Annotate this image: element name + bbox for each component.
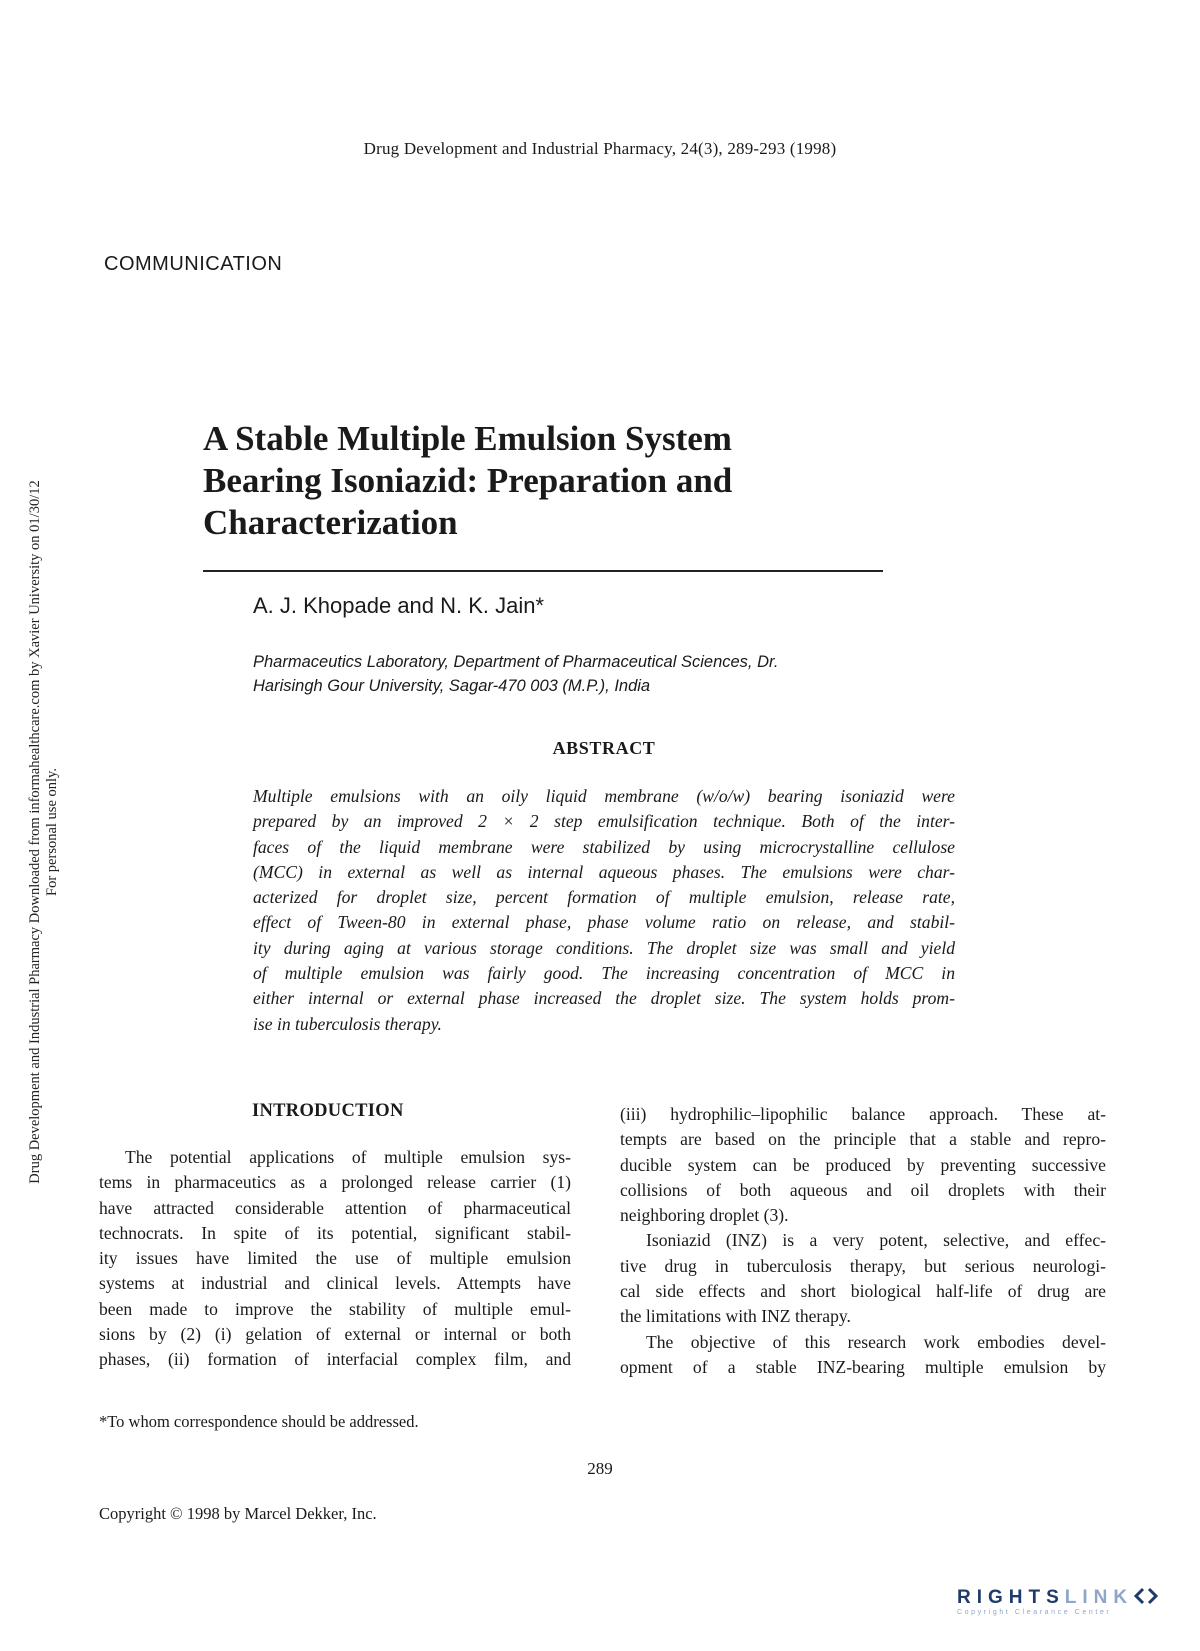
introduction-heading: INTRODUCTION [252, 1101, 404, 1121]
correspondence-footnote: *To whom correspondence should be addressed. [99, 1412, 419, 1431]
body-line: the limitations with INZ therapy. [620, 1306, 851, 1327]
author-affiliation [253, 650, 893, 698]
rightslink-tagline: Copyright Clearance Center [957, 1609, 1112, 1616]
body-line: The objective of this research work embodies devel- [646, 1331, 1106, 1352]
watermark-line: Drug Development and Industrial Pharmacy Downloaded from informahealthcare.com by Xavier University on 01/30/12 [27, 480, 43, 1184]
affiliation-line: Pharmaceutics Laboratory, Department of Pharmaceutical Sciences, Dr. [253, 653, 779, 671]
body-line: neighboring droplet (3). [620, 1205, 789, 1226]
section-type-label: COMMUNICATION [104, 253, 283, 275]
abstract-body [253, 784, 955, 1037]
title-divider [203, 570, 883, 572]
download-watermark [27, 422, 63, 1242]
body-line: tempts are based on the principle that a stable and repro- [620, 1129, 1106, 1150]
body-line: opment of a stable INZ-bearing multiple emulsion by [620, 1356, 1106, 1377]
page-number: 289 [587, 1459, 613, 1478]
abstract-line: faces of the liquid membrane were stabilized by using microcrystalline cellulose [253, 836, 955, 857]
rightslink-wordmark: RIGHTSLINK [957, 1587, 1134, 1608]
body-line: been made to improve the stability of multiple emul- [99, 1298, 571, 1319]
introduction-left-column [99, 1145, 571, 1373]
author-list: A. J. Khopade and N. K. Jain* [253, 593, 545, 618]
abstract-heading: ABSTRACT [552, 738, 656, 758]
title-line: A Stable Multiple Emulsion System [203, 419, 732, 458]
body-line: (iii) hydrophilic–lipophilic balance approach. These at- [620, 1104, 1106, 1124]
article-title [203, 418, 923, 544]
journal-citation: Drug Development and Industrial Pharmacy, 24(3), 289-293 (1998) [363, 139, 837, 158]
body-line: tive drug in tuberculosis therapy, but serious neurologi- [620, 1255, 1106, 1276]
copyright-notice: Copyright © 1998 by Marcel Dekker, Inc. [99, 1504, 377, 1523]
abstract-line: acterized for droplet size, percent formation of multiple emulsion, release rate, [253, 887, 955, 908]
abstract-line: ity during aging at various storage conditions. The droplet size was small and yield [253, 937, 955, 958]
abstract-line: prepared by an improved 2 × 2 step emulsification technique. Both of the inter- [253, 811, 955, 832]
body-line: ducible system can be produced by preventing successive [620, 1154, 1106, 1175]
title-line: Bearing Isoniazid: Preparation and [203, 461, 733, 500]
body-line: sions by (2) (i) gelation of external or internal or both [99, 1324, 571, 1345]
body-line: cal side effects and short biological half-life of drug are [620, 1281, 1106, 1302]
rightslink-arrow-icon [1136, 1589, 1156, 1603]
abstract-line: of multiple emulsion was fairly good. The increasing concentration of MCC in [253, 963, 955, 984]
abstract-line: Multiple emulsions with an oily liquid membrane (w/o/w) bearing isoniazid were [253, 786, 955, 806]
body-line: have attracted considerable attention of pharmaceutical [99, 1197, 571, 1218]
rightslink-logo[interactable] [955, 1583, 1165, 1617]
body-line: ity issues have limited the use of multiple emulsion [99, 1248, 571, 1269]
affiliation-line: Harisingh Gour University, Sagar-470 003 (M.P.), India [253, 677, 651, 695]
abstract-line: ise in tuberculosis therapy. [253, 1013, 442, 1034]
body-line: tems in pharmaceutics as a prolonged release carrier (1) [99, 1172, 571, 1193]
watermark-line: For personal use only. [44, 768, 60, 896]
abstract-line: effect of Tween-80 in external phase, phase volume ratio on release, and stabil- [253, 912, 955, 933]
body-line: technocrats. In spite of its potential, significant stabil- [99, 1222, 571, 1243]
body-line: phases, (ii) formation of interfacial complex film, and [99, 1349, 571, 1370]
body-line: The potential applications of multiple emulsion sys- [125, 1147, 571, 1167]
body-line: collisions of both aqueous and oil droplets with their [620, 1179, 1106, 1200]
abstract-line: either internal or external phase increased the droplet size. The system holds prom- [253, 988, 955, 1009]
abstract-line: (MCC) in external as well as internal aqueous phases. The emulsions were char- [253, 861, 955, 882]
body-line: systems at industrial and clinical levels. Attempts have [99, 1273, 571, 1294]
introduction-right-column [620, 1102, 1106, 1380]
body-line: Isoniazid (INZ) is a very potent, selective, and effec- [646, 1230, 1106, 1251]
title-line: Characterization [203, 503, 458, 542]
